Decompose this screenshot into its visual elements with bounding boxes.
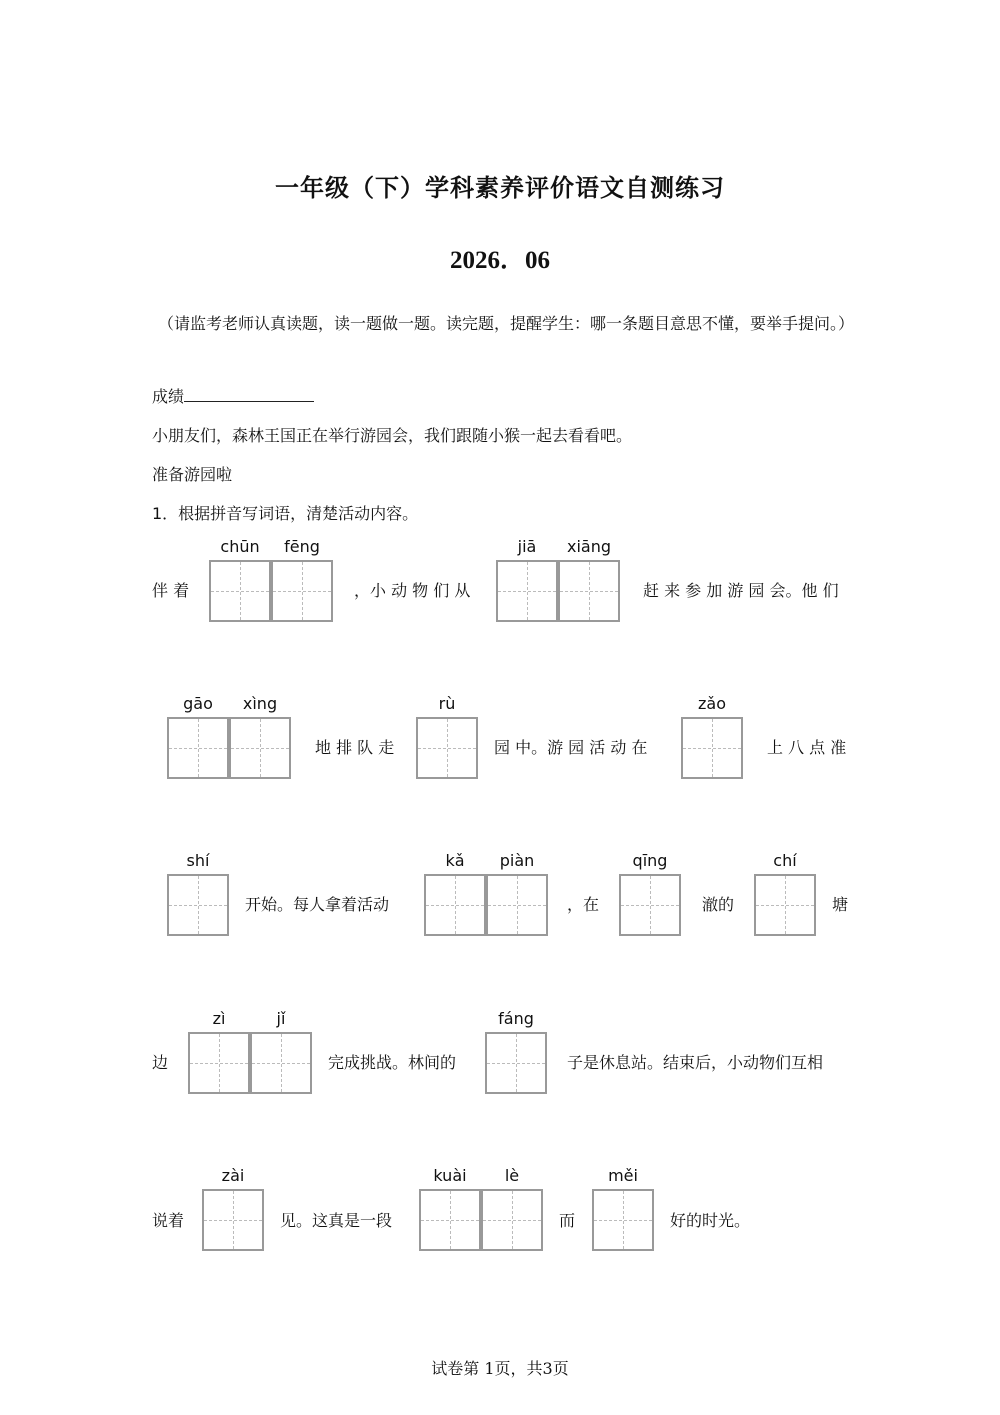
sentence-fragment: ，小 动 物 们 从 (354, 581, 471, 600)
exam-date: 2026．06 (449, 247, 550, 274)
writing-box[interactable] (209, 560, 271, 622)
writing-box[interactable] (754, 874, 816, 936)
pinyin-label: zǎo (698, 694, 726, 713)
pinyin-label: lè (504, 1166, 520, 1185)
sentence-fragment: 子是休息站。结束后，小动物们互相 (567, 1053, 824, 1072)
sentence-fragment: 伴 着 (152, 581, 190, 600)
writing-box[interactable] (424, 874, 486, 936)
sentence-fragment: ，在 (567, 895, 600, 914)
pinyin-label: piàn (499, 851, 535, 870)
score-row (152, 384, 314, 407)
sentence-fragment: 赶 来 参 加 游 园 会。他 们 (643, 581, 839, 600)
writing-box[interactable] (481, 1189, 543, 1251)
pinyin-label: qīng (632, 851, 668, 870)
pinyin-label: fēng (284, 537, 320, 556)
question-1-prompt: 1．根据拼音写词语，清楚活动内容。 (152, 504, 419, 523)
pinyin-label: fáng (498, 1009, 534, 1028)
pinyin-label: kǎ (445, 851, 465, 870)
pinyin-label: kuài (433, 1166, 467, 1185)
pinyin-label: měi (608, 1166, 638, 1185)
pinyin-label: chí (773, 851, 797, 870)
page-footer: 试卷第 1页，共3页 (431, 1359, 569, 1378)
pinyin-label: rù (438, 694, 456, 713)
writing-box[interactable] (416, 717, 478, 779)
writing-box[interactable] (681, 717, 743, 779)
pinyin-label: xiāng (566, 537, 611, 556)
sentence-fragment: 上 八 点 准 (767, 738, 847, 757)
pinyin-label: zài (221, 1166, 245, 1185)
pinyin-label: shí (186, 851, 210, 870)
writing-box[interactable] (619, 874, 681, 936)
writing-box[interactable] (250, 1032, 312, 1094)
pinyin-label: zì (212, 1009, 226, 1028)
sentence-fragment: 好的时光。 (670, 1211, 751, 1230)
writing-box[interactable] (188, 1032, 250, 1094)
pinyin-label: jǐ (276, 1009, 286, 1028)
writing-box[interactable] (558, 560, 620, 622)
writing-box[interactable] (486, 874, 548, 936)
sentence-fragment: 地 排 队 走 (315, 738, 395, 757)
pinyin-label: gāo (183, 694, 213, 713)
writing-box[interactable] (419, 1189, 481, 1251)
pinyin-label: jiā (517, 537, 537, 556)
pinyin-label: xìng (242, 694, 278, 713)
sentence-fragment: 见。这真是一段 (280, 1211, 393, 1230)
score-label: 成绩 (152, 387, 185, 406)
sentence-fragment: 边 (152, 1053, 169, 1072)
proctor-instruction: （请监考老师认真读题，读一题做一题。读完题，提醒学生：哪一条题目意思不懂，要举手提问。） (158, 314, 855, 333)
pinyin-label: chūn (220, 537, 260, 556)
sentence-fragment: 而 (559, 1211, 576, 1230)
sentence-fragment: 塘 (832, 895, 849, 914)
writing-box[interactable] (167, 874, 229, 936)
writing-box[interactable] (202, 1189, 264, 1251)
sentence-fragment: 完成挑战。林间的 (328, 1053, 457, 1072)
page-title: 一年级（下）学科素养评价语文自测练习 (275, 174, 725, 202)
writing-box[interactable] (271, 560, 333, 622)
writing-box[interactable] (167, 717, 229, 779)
sentence-fragment: 开始。每人拿着活动 (245, 895, 390, 914)
score-blank[interactable] (184, 387, 314, 402)
writing-box[interactable] (229, 717, 291, 779)
writing-box[interactable] (496, 560, 558, 622)
writing-box[interactable] (592, 1189, 654, 1251)
intro-text: 小朋友们，森林王国正在举行游园会，我们跟随小猴一起去看看吧。 (152, 426, 633, 445)
section-heading: 准备游园啦 (152, 465, 233, 484)
sentence-fragment: 园 中。游 园 活 动 在 (494, 738, 648, 757)
sentence-fragment: 澈的 (702, 895, 735, 914)
writing-box[interactable] (485, 1032, 547, 1094)
sentence-fragment: 说着 (152, 1211, 185, 1230)
